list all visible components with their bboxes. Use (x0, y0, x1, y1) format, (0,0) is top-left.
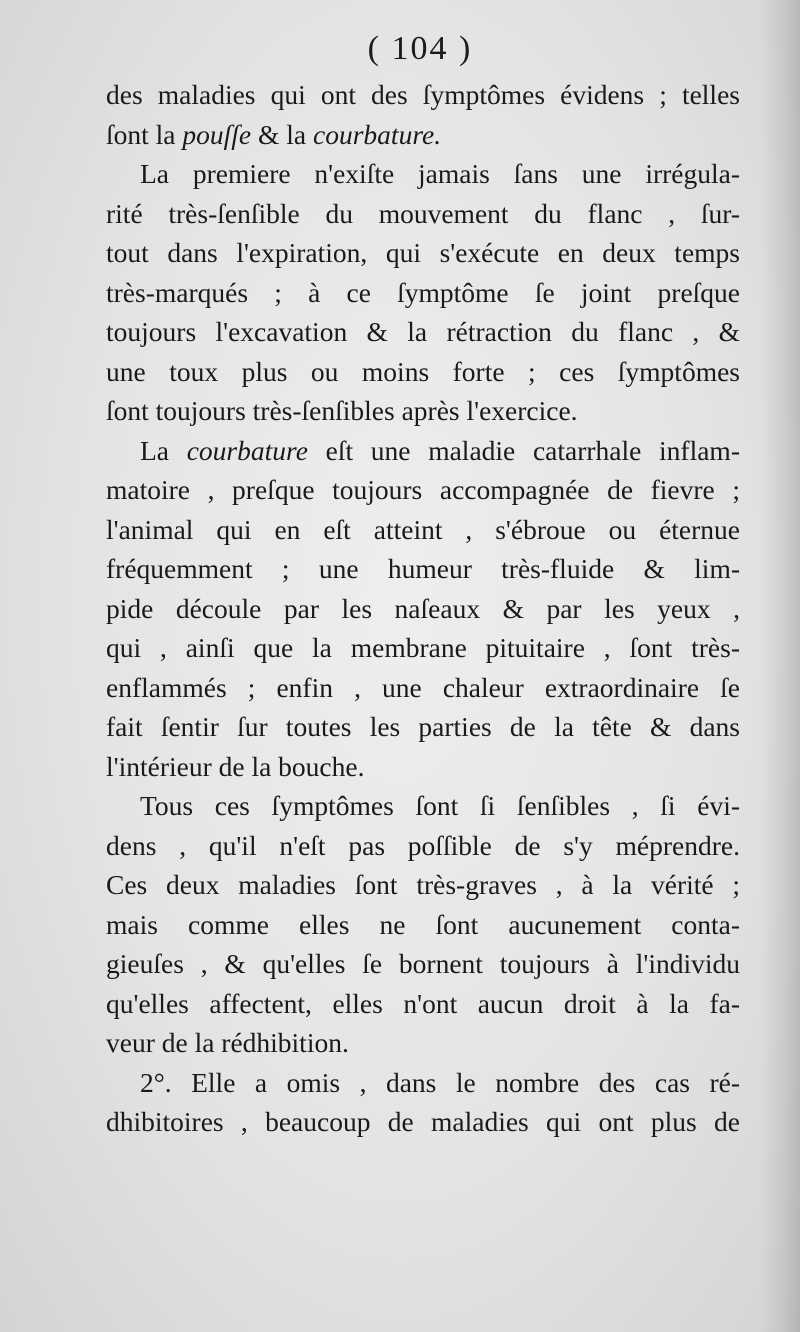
text-line (106, 786, 740, 826)
text-line (106, 154, 740, 194)
italic-term: pouſſe (182, 118, 252, 150)
text-run: l'intérieur de la bouche. (106, 750, 365, 782)
text-line (106, 747, 740, 787)
text-line (106, 391, 740, 431)
text-run: l'animal qui en eſt atteint , s'ébroue ou éternue (106, 513, 740, 545)
text-run: mais comme elles ne ſont aucunement conta- (106, 908, 740, 940)
text-run: très-marqués ; à ce ſymptôme ſe joint preſque (106, 276, 740, 308)
text-line (106, 944, 740, 984)
text-run: dens , qu'il n'eſt pas poſſible de s'y méprendre. (106, 829, 740, 861)
italic-term: courbature (186, 434, 308, 466)
text-run: pide découle par les naſeaux & par les yeux , (106, 592, 740, 624)
text-run: La premiere n'exiſte jamais ſans une irrégula- (140, 158, 740, 189)
text-line (106, 75, 740, 115)
text-run: tout dans l'expiration, qui s'exécute en deux temps (106, 237, 740, 268)
text-line (106, 233, 740, 273)
text-line (106, 352, 740, 392)
text-line (106, 905, 740, 945)
text-run: ſont toujours très-ſenſibles après l'exercice. (106, 395, 578, 426)
text-line (106, 865, 740, 905)
text-run: & la (251, 118, 314, 150)
text-run: Tous ces ſymptômes ſont ſi ſenſibles , ſi évi- (140, 790, 740, 821)
text-line (106, 115, 740, 155)
text-run: fréquemment ; une humeur très-fluide & lim- (106, 553, 740, 584)
text-line (106, 273, 740, 313)
text-run: enflammés ; enfin , une chaleur extraordinaire ſe (106, 671, 740, 703)
page-shadow-edge (760, 0, 800, 1332)
text-run: eſt une maladie catarrhale inflam- (307, 434, 740, 466)
text-run: Ces deux maladies ſont très-graves , à la vérité ; (106, 869, 740, 900)
text-line (106, 1023, 740, 1063)
text-run: dhibitoires , beaucoup de maladies qui ont plus de (106, 1106, 740, 1137)
text-line (106, 510, 740, 550)
text-run: qui , ainſi que la membrane pituitaire , ſont très- (106, 632, 740, 663)
text-line (106, 628, 740, 668)
text-line (106, 589, 740, 629)
text-line (106, 984, 740, 1024)
text-line (106, 194, 740, 234)
text-run: qu'elles affectent, elles n'ont aucun droit à la fa- (106, 987, 740, 1019)
text-run: 2°. Elle a omis , dans le nombre des cas ré- (140, 1066, 740, 1098)
text-line (106, 312, 740, 352)
text-run: des maladies qui ont des ſymptômes évidens ; telles (106, 79, 740, 110)
text-run: une toux plus ou moins forte ; ces ſymptômes (106, 355, 740, 387)
text-line (106, 431, 740, 471)
text-run: gieuſes , & qu'elles ſe bornent toujours à l'individu (106, 948, 740, 979)
text-run: veur de la rédhibition. (106, 1027, 349, 1058)
text-run: fait ſentir ſur toutes les parties de la tête & dans (106, 711, 740, 742)
text-line (106, 1063, 740, 1103)
text-line (106, 549, 740, 589)
page-number: ( 104 ) (367, 30, 473, 67)
text-line (106, 1102, 740, 1142)
text-line (106, 668, 740, 708)
text-line (106, 826, 740, 866)
text-run: rité très-ſenſible du mouvement du flanc , ſur- (106, 197, 740, 229)
text-line (106, 470, 740, 510)
text-run: La (140, 434, 187, 466)
text-run: ſont la (106, 118, 183, 150)
italic-term: courbature. (313, 118, 442, 150)
body-text (106, 75, 740, 1142)
text-line (106, 707, 740, 747)
text-run: matoire , preſque toujours accompagnée de fievre ; (106, 474, 740, 505)
text-run: toujours l'excavation & la rétraction du flanc , & (106, 316, 740, 347)
